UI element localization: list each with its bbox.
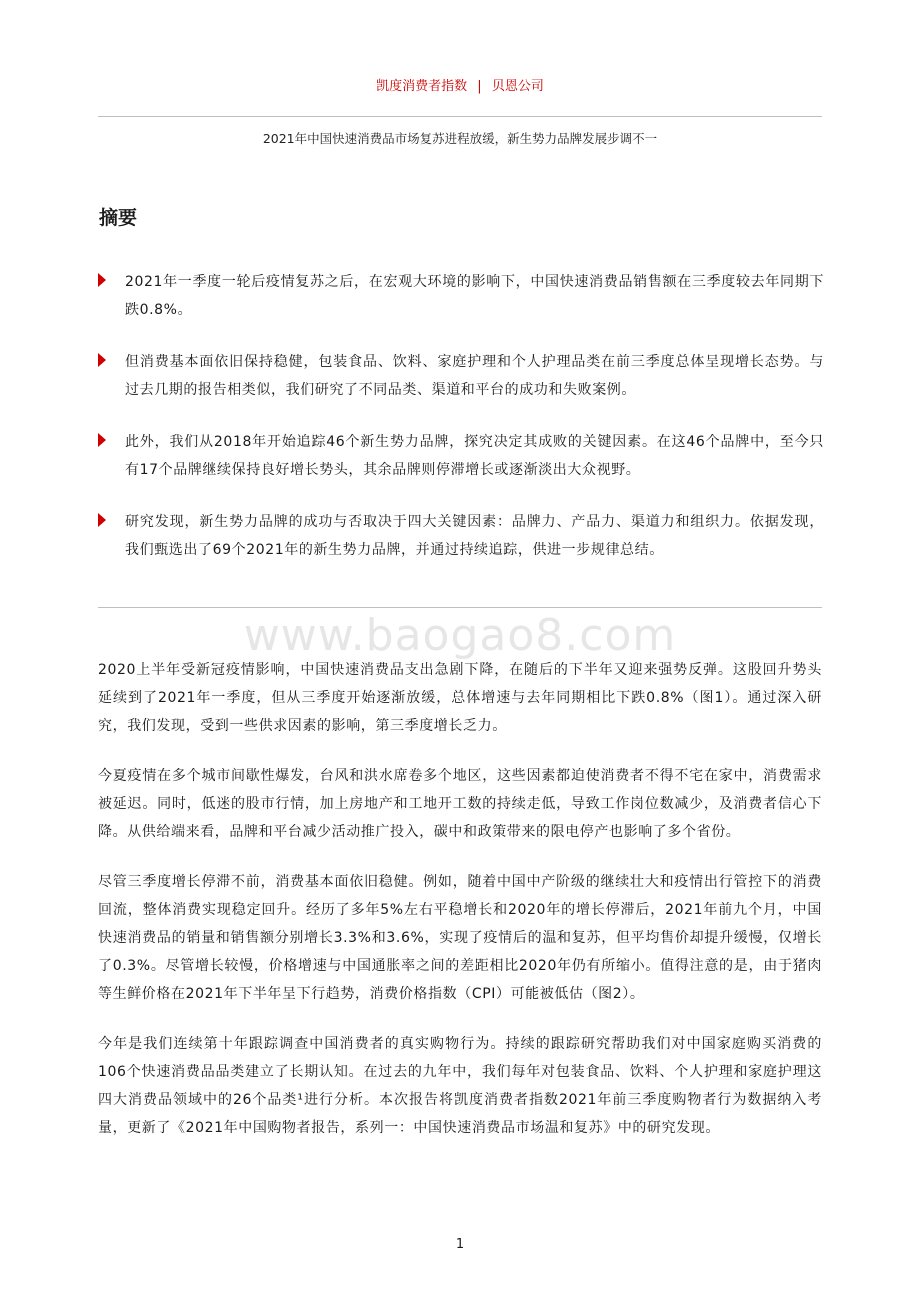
red-triangle-icon [98,353,106,367]
summary-bullet [98,508,824,564]
body-paragraph: 2020上半年受新冠疫情影响，中国快速消费品支出急剧下降，在随后的下半年又迎来强势反弹。这股回升势头延续到了2021年一季度，但从三季度开始逐渐放缓，总体增速与去年同期相比下跌0.8%（图1）。通过深入研究，我们发现，受到一些供求因素的影响，第三季度增长乏力。 [98,662,822,734]
page-number: 1 [455,1237,465,1252]
summary-bullet-text: 2021年一季度一轮后疫情复苏之后，在宏观大环境的影响下，中国快速消费品销售额在三季度较去年同期下跌0.8%。 [125,274,824,318]
red-triangle-icon [98,513,106,527]
red-triangle-icon [98,273,106,287]
body-text [98,656,822,1164]
watermark: www.baogao8.com [243,610,677,661]
brand-kantar: 凯度消费者指数 [376,79,468,94]
summary-bullet [98,428,824,484]
header-divider [98,116,822,117]
red-triangle-icon [98,433,106,447]
body-paragraph: 尽管三季度增长停滞不前，消费基本面依旧稳健。例如，随着中国中产阶级的继续壮大和疫情出行管控下的消费回流，整体消费实现稳定回升。经历了多年5%左右平稳增长和2020年的增长停滞后，2021年前九个月，中国快速消费品的销量和销售额分别增长3.3%和3.6%，实现了疫情后的温和复苏，但平均售价却提升缓慢，仅增长了0.3%。尽管增长较慢，价格增速与中国通胀率之间的差距相比2020年仍有所缩小。值得注意的是，由于猪肉等生鲜价格在2021年下半年呈下行趋势，消费价格指数（CPI）可能被低估（图2）。 [98,874,822,1002]
summary-bullet-text: 但消费基本面依旧保持稳健，包装食品、饮料、家庭护理和个人护理品类在前三季度总体呈现增长态势。与过去几期的报告相类似，我们研究了不同品类、渠道和平台的成功和失败案例。 [125,354,824,398]
report-header [98,77,822,97]
summary-bullet [98,268,824,324]
summary-bullet-text: 研究发现，新生势力品牌的成功与否取决于四大关键因素：品牌力、产品力、渠道力和组织力。依据发现，我们甄选出了69个2021年的新生势力品牌，并通过持续追踪，供进一步规律总结。 [125,514,824,558]
summary-bullet [98,348,824,404]
summary-title: 摘要 [99,207,138,229]
body-paragraph: 今夏疫情在多个城市间歇性爆发，台风和洪水席卷多个地区，这些因素都迫使消费者不得不宅在家中，消费需求被延迟。同时，低迷的股市行情，加上房地产和工地开工数的持续走低，导致工作岗位数减少，及消费者信心下降。从供给端来看，品牌和平台减少活动推广投入，碳中和政策带来的限电停产也影响了多个省份。 [98,768,822,840]
summary-bullet-text: 此外，我们从2018年开始追踪46个新生势力品牌，探究决定其成败的关键因素。在这46个品牌中，至今只有17个品牌继续保持良好增长势头，其余品牌则停滞增长或逐渐淡出大众视野。 [125,434,824,478]
header-separator: | [477,79,482,94]
report-subtitle: 2021年中国快速消费品市场复苏进程放缓，新生势力品牌发展步调不一 [262,131,658,146]
summary-bullet-list [98,268,824,588]
body-paragraph: 今年是我们连续第十年跟踪调查中国消费者的真实购物行为。持续的跟踪研究帮助我们对中国家庭购买消费的106个快速消费品品类建立了长期认知。在过去的九年中，我们每年对包装食品、饮料、个人护理和家庭护理这四大消费品领域中的26个品类¹进行分析。本次报告将凯度消费者指数2021年前三季度购物者行为数据纳入考量，更新了《2021年中国购物者报告，系列一：中国快速消费品市场温和复苏》中的研究发现。 [98,1036,822,1136]
brand-bain: 贝恩公司 [491,79,544,94]
